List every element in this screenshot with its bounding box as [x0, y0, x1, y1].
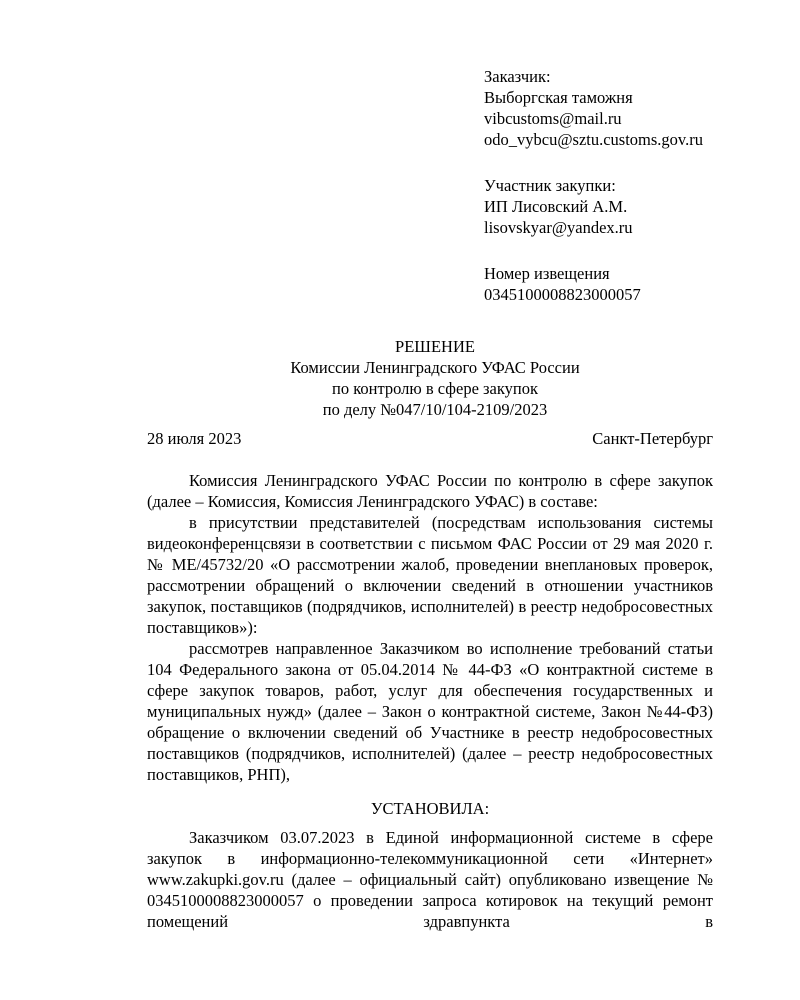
title-line-4: по делу №047/10/104-2109/2023 — [322, 400, 548, 419]
customer-email-1: vibcustoms@mail.ru — [484, 109, 622, 128]
section-heading: УСТАНОВИЛА: — [370, 799, 490, 818]
customer-block — [484, 66, 784, 150]
decision-date: 28 июля 2023 — [147, 429, 242, 448]
paragraph-4: Заказчиком 03.07.2023 в Единой информационной системе в сфере закупок в информационно-телекоммуникационной сети «Интернет» www.zakupki.gov.ru (далее – официальный сайт) опубликовано извещение № 0345100008823000057 о проведении запроса котировок на текущий ремонт помещений здравпункта в — [147, 828, 713, 931]
customer-name: Выборгская таможня — [484, 88, 633, 107]
title-line-1: РЕШЕНИЕ — [395, 337, 475, 356]
title-line-2: Комиссии Ленинградского УФАС России — [290, 358, 580, 377]
paragraph-2: в присутствии представителей (посредствам использования системы видеоконференцсвязи в соответствии с письмом ФАС России от 29 мая 2020 г. № МЕ/45732/20 «О рассмотрении жалоб, проведении внеплановых проверок, рассмотрении обращений о включении сведений в отношении участников закупок, поставщиков (подрядчиков, исполнителей) в реестр недобросовестных поставщиков»): — [147, 513, 713, 637]
notice-block — [484, 263, 784, 305]
decision-city: Санкт-Петербург — [592, 429, 713, 448]
participant-block — [484, 175, 784, 238]
decision-title — [0, 336, 800, 420]
notice-label: Номер извещения — [484, 264, 610, 283]
participant-name: ИП Лисовский А.М. — [484, 197, 628, 216]
participant-email: lisovskyar@yandex.ru — [484, 218, 633, 237]
participant-label: Участник закупки: — [484, 176, 616, 195]
customer-label: Заказчик: — [484, 67, 551, 86]
title-line-3: по контролю в сфере закупок — [332, 379, 538, 398]
paragraph-1: Комиссия Ленинградского УФАС России по контролю в сфере закупок (далее – Комиссия, Комиссия Ленинградского УФАС) в составе: — [147, 471, 713, 511]
notice-number: 0345100008823000057 — [484, 285, 641, 304]
customer-email-2: odo_vybcu@sztu.customs.gov.ru — [484, 130, 703, 149]
paragraph-3: рассмотрев направленное Заказчиком во исполнение требований статьи 104 Федерального закона от 05.04.2014 № 44-ФЗ «О контрактной системе в сфере закупок товаров, работ, услуг для обеспечения государственных и муниципальных нужд» (далее – Закон о контрактной системе, Закон №44-ФЗ) обращение о включении сведений об Участнике в реестр недобросовестных поставщиков (подрядчиков, исполнителей) (далее – реестр недобросовестных поставщиков, РНП), — [147, 639, 713, 784]
